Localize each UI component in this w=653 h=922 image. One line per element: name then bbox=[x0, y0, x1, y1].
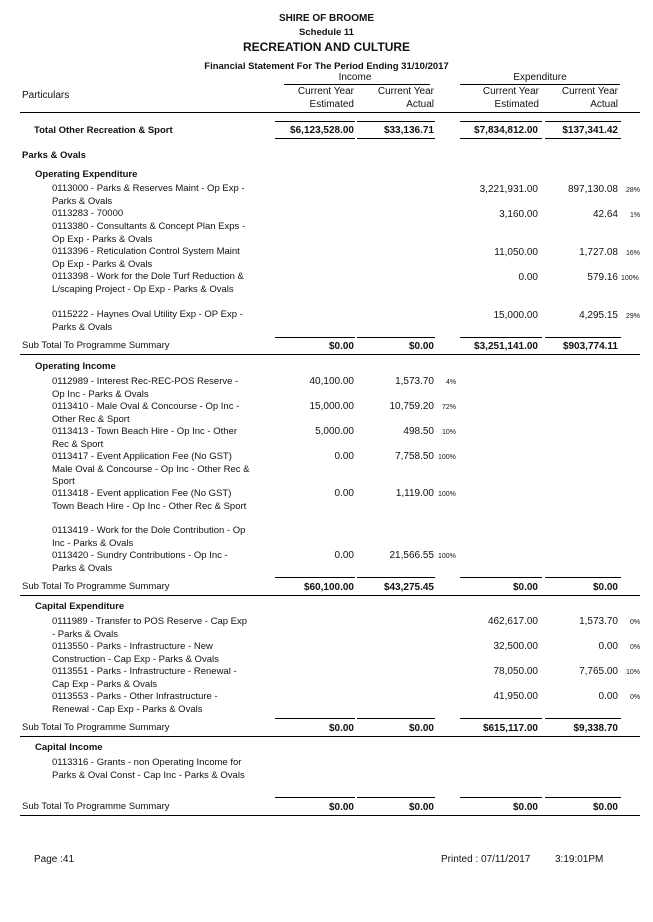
group-title-cap-exp: Capital Expenditure bbox=[35, 601, 125, 612]
subtotal-v2: $0.00 bbox=[408, 802, 434, 813]
total-underline-1 bbox=[275, 138, 355, 139]
table-row-v3: 3,221,931.00 bbox=[479, 184, 538, 195]
subtotal-rule bbox=[460, 577, 542, 578]
report-title: RECREATION AND CULTURE bbox=[242, 40, 411, 54]
subtotal-v1: $60,100.00 bbox=[303, 582, 354, 593]
total-underline-2 bbox=[357, 138, 435, 139]
table-row-p2: 72% bbox=[442, 404, 457, 411]
table-row-v3: 32,500.00 bbox=[493, 641, 538, 652]
total-underline-4 bbox=[545, 138, 621, 139]
table-row-desc: 0115222 - Haynes Oval Utility Exp - OP Exp - Parks & Ovals bbox=[52, 309, 243, 333]
total-other-v3: $7,834,812.00 bbox=[474, 125, 538, 136]
subtotal-v3: $3,251,141.00 bbox=[474, 341, 538, 352]
group-title-cap-inc: Capital Income bbox=[35, 742, 103, 753]
subtotal-rule bbox=[357, 577, 435, 578]
subtotal-v3: $615,117.00 bbox=[482, 723, 538, 734]
table-row-v2: 498.50 bbox=[403, 426, 434, 437]
table-row-desc: 0113000 - Parks & Reserves Maint - Op Exp - Parks & Ovals bbox=[52, 183, 245, 207]
subtotal-rule bbox=[545, 577, 621, 578]
table-row-v3: 78,050.00 bbox=[493, 666, 538, 677]
printed-time: 3:19:01PM bbox=[555, 854, 604, 865]
table-row-v4: 897,130.08 bbox=[567, 184, 618, 195]
org-name: SHIRE OF BROOME bbox=[278, 13, 374, 24]
table-row-v2: 1,119.00 bbox=[395, 488, 434, 499]
table-row-p4: 100% bbox=[621, 275, 639, 282]
table-row-desc: 0113316 - Grants - non Operating Income for Parks & Oval Const - Cap Inc - Parks & Ovals bbox=[52, 757, 245, 781]
table-row-desc: 0113550 - Parks - Infrastructure - New Construction - Cap Exp - Parks & Ovals bbox=[52, 641, 219, 665]
subtotal-v1: $0.00 bbox=[328, 723, 354, 734]
table-row-desc: 0113418 - Event application Fee (No GST) Town Beach Hire - Op Inc - Other Rec & Sport bbox=[52, 488, 247, 512]
table-row-desc: 0113398 - Work for the Dole Turf Reduction & L/scaping Project - Op Exp - Parks & Ovals bbox=[52, 271, 244, 295]
page-number: Page :41 bbox=[34, 854, 75, 865]
col4-heading-line2: Actual bbox=[590, 99, 618, 110]
table-row-v4: 0.00 bbox=[598, 641, 618, 652]
table-row-desc: 0111989 - Transfer to POS Reserve - Cap Exp - Parks & Ovals bbox=[52, 616, 248, 640]
table-row-v3: 0.00 bbox=[518, 272, 538, 283]
table-row-p2: 10% bbox=[442, 429, 457, 436]
table-row-v1: 0.00 bbox=[334, 451, 354, 462]
table-row-v1: 5,000.00 bbox=[315, 426, 354, 437]
table-row-v2: 1,573.70 bbox=[395, 376, 434, 387]
table-row-v4: 42.64 bbox=[592, 209, 618, 220]
table-row-v4: 1,573.70 bbox=[579, 616, 618, 627]
table-row-desc: 0113420 - Sundry Contributions - Op Inc - Parks & Ovals bbox=[52, 550, 228, 574]
particulars-heading: Particulars bbox=[22, 90, 70, 101]
table-row-p4: 0% bbox=[630, 644, 641, 651]
subtotal-v1: $0.00 bbox=[328, 802, 354, 813]
group-title-op-exp: Operating Expenditure bbox=[35, 169, 138, 180]
table-row-p4: 29% bbox=[626, 313, 641, 320]
expenditure-heading: Expenditure bbox=[513, 72, 567, 83]
table-row-v4: 4,295.15 bbox=[579, 310, 618, 321]
subtotal-rule bbox=[275, 577, 355, 578]
table-row-v1: 0.00 bbox=[334, 488, 354, 499]
table-row-p4: 10% bbox=[626, 669, 641, 676]
subtotal-rule bbox=[460, 337, 542, 338]
table-row-desc: 0113380 - Consultants & Concept Plan Exps - Op Exp - Parks & Ovals bbox=[52, 221, 246, 245]
subtotal-underline bbox=[20, 354, 640, 355]
table-row-v2: 21,566.55 bbox=[389, 550, 434, 561]
table-row-p2: 4% bbox=[446, 379, 457, 386]
subtotal-v3: $0.00 bbox=[512, 802, 538, 813]
subtotal-rule bbox=[357, 337, 435, 338]
col2-heading bbox=[330, 85, 434, 111]
total-other-v4: $137,341.42 bbox=[562, 125, 618, 136]
subtotal-rule bbox=[545, 337, 621, 338]
subtotal-label: Sub Total To Programme Summary bbox=[22, 801, 170, 812]
income-heading: Income bbox=[338, 72, 372, 83]
table-row-v1: 0.00 bbox=[334, 550, 354, 561]
col1-heading-line2: Estimated bbox=[309, 99, 354, 110]
table-row-v1: 15,000.00 bbox=[309, 401, 354, 412]
expenditure-rule bbox=[460, 84, 620, 85]
table-row-p4: 16% bbox=[626, 250, 641, 257]
col1-heading-line1: Current Year bbox=[297, 86, 354, 97]
table-row-v4: 1,727.08 bbox=[579, 247, 618, 258]
subtotal-rule bbox=[275, 797, 355, 798]
table-row-desc: 0113419 - Work for the Dole Contribution - Op Inc - Parks & Ovals bbox=[52, 525, 246, 549]
table-row-v3: 11,050.00 bbox=[494, 247, 538, 258]
table-row-p2: 100% bbox=[438, 491, 456, 498]
table-row-v3: 15,000.00 bbox=[493, 310, 538, 321]
total-other-v1: $6,123,528.00 bbox=[290, 125, 354, 136]
table-row-desc: 0113417 - Event Application Fee (No GST) Male Oval & Concourse - Op Inc - Other Rec & Sport bbox=[52, 451, 250, 488]
subtotal-v1: $0.00 bbox=[328, 341, 354, 352]
income-rule bbox=[284, 84, 430, 85]
col2-heading-line1: Current Year bbox=[377, 86, 434, 97]
total-rule-4 bbox=[545, 121, 621, 122]
table-row-desc: 0112989 - Interest Rec-REC-POS Reserve - Op Inc - Parks & Ovals bbox=[52, 376, 239, 400]
subtotal-v2: $0.00 bbox=[408, 723, 434, 734]
subtotal-rule bbox=[545, 797, 621, 798]
subtotal-underline bbox=[20, 595, 640, 596]
total-underline-3 bbox=[460, 138, 542, 139]
subtotal-label: Sub Total To Programme Summary bbox=[22, 581, 170, 592]
total-rule-1 bbox=[275, 121, 355, 122]
table-row-v3: 3,160.00 bbox=[499, 209, 538, 220]
subtotal-rule bbox=[545, 718, 621, 719]
table-row-v1: 40,100.00 bbox=[309, 376, 354, 387]
subtotal-v4: $903,774.11 bbox=[562, 341, 618, 352]
total-rule-3 bbox=[460, 121, 542, 122]
report-subtitle: Financial Statement For The Period Ending 31/10/2017 bbox=[204, 61, 449, 72]
table-row-p2: 100% bbox=[438, 454, 456, 461]
table-row-v3: 462,617.00 bbox=[487, 616, 538, 627]
table-row-p4: 28% bbox=[626, 187, 641, 194]
subtotal-rule bbox=[460, 718, 542, 719]
printed-date: Printed : 07/11/2017 bbox=[441, 854, 531, 865]
total-rule-2 bbox=[357, 121, 435, 122]
total-other-label: Total Other Recreation & Sport bbox=[34, 125, 173, 136]
subtotal-rule bbox=[275, 337, 355, 338]
table-row-desc: 0113413 - Town Beach Hire - Op Inc - Other Rec & Sport bbox=[52, 426, 237, 450]
table-row-v4: 0.00 bbox=[598, 691, 618, 702]
table-row-v3: 41,950.00 bbox=[493, 691, 538, 702]
subtotal-label: Sub Total To Programme Summary bbox=[22, 340, 170, 351]
table-row-desc: 0113551 - Parks - Infrastructure - Renewal - Cap Exp - Parks & Ovals bbox=[52, 666, 237, 690]
subtotal-rule bbox=[460, 797, 542, 798]
total-other-v2: $33,136.71 bbox=[383, 125, 434, 136]
subtotal-v4: $0.00 bbox=[592, 802, 618, 813]
table-row-p4: 1% bbox=[630, 212, 641, 219]
subtotal-underline bbox=[20, 815, 640, 816]
table-row-p4: 0% bbox=[630, 694, 641, 701]
subtotal-rule bbox=[275, 718, 355, 719]
subtotal-rule bbox=[357, 797, 435, 798]
table-row-desc: 0113396 - Reticulation Control System Maint Op Exp - Parks & Ovals bbox=[52, 246, 240, 270]
table-row-desc: 0113410 - Male Oval & Concourse - Op Inc - Other Rec & Sport bbox=[52, 401, 240, 425]
table-row-v2: 10,759.20 bbox=[389, 401, 434, 412]
subtotal-rule bbox=[357, 718, 435, 719]
table-row-desc: 0113283 - 70000 bbox=[52, 208, 124, 219]
section-title: Parks & Ovals bbox=[22, 150, 86, 161]
subtotal-underline bbox=[20, 736, 640, 737]
schedule-label: Schedule 11 bbox=[299, 27, 354, 38]
subtotal-v4: $9,338.70 bbox=[573, 723, 618, 734]
col2-heading-line2: Actual bbox=[406, 99, 434, 110]
table-row-desc: 0113553 - Parks - Other Infrastructure - Renewal - Cap Exp - Parks & Ovals bbox=[52, 691, 218, 715]
col4-heading bbox=[514, 85, 618, 111]
subtotal-v2: $0.00 bbox=[408, 341, 434, 352]
table-row-v4: 7,765.00 bbox=[579, 666, 618, 677]
header-rule bbox=[20, 112, 640, 113]
table-row-v4: 579.16 bbox=[587, 272, 618, 283]
col3-heading-line2: Estimated bbox=[494, 99, 539, 110]
group-title-op-inc: Operating Income bbox=[35, 361, 116, 372]
col4-heading-line1: Current Year bbox=[561, 86, 618, 97]
subtotal-label: Sub Total To Programme Summary bbox=[22, 722, 170, 733]
subtotal-v2: $43,275.45 bbox=[383, 582, 434, 593]
subtotal-v3: $0.00 bbox=[512, 582, 538, 593]
subtotal-v4: $0.00 bbox=[592, 582, 618, 593]
col3-heading-line1: Current Year bbox=[482, 86, 539, 97]
table-row-v2: 7,758.50 bbox=[395, 451, 434, 462]
table-row-p4: 0% bbox=[630, 619, 641, 626]
table-row-p2: 100% bbox=[438, 553, 456, 560]
